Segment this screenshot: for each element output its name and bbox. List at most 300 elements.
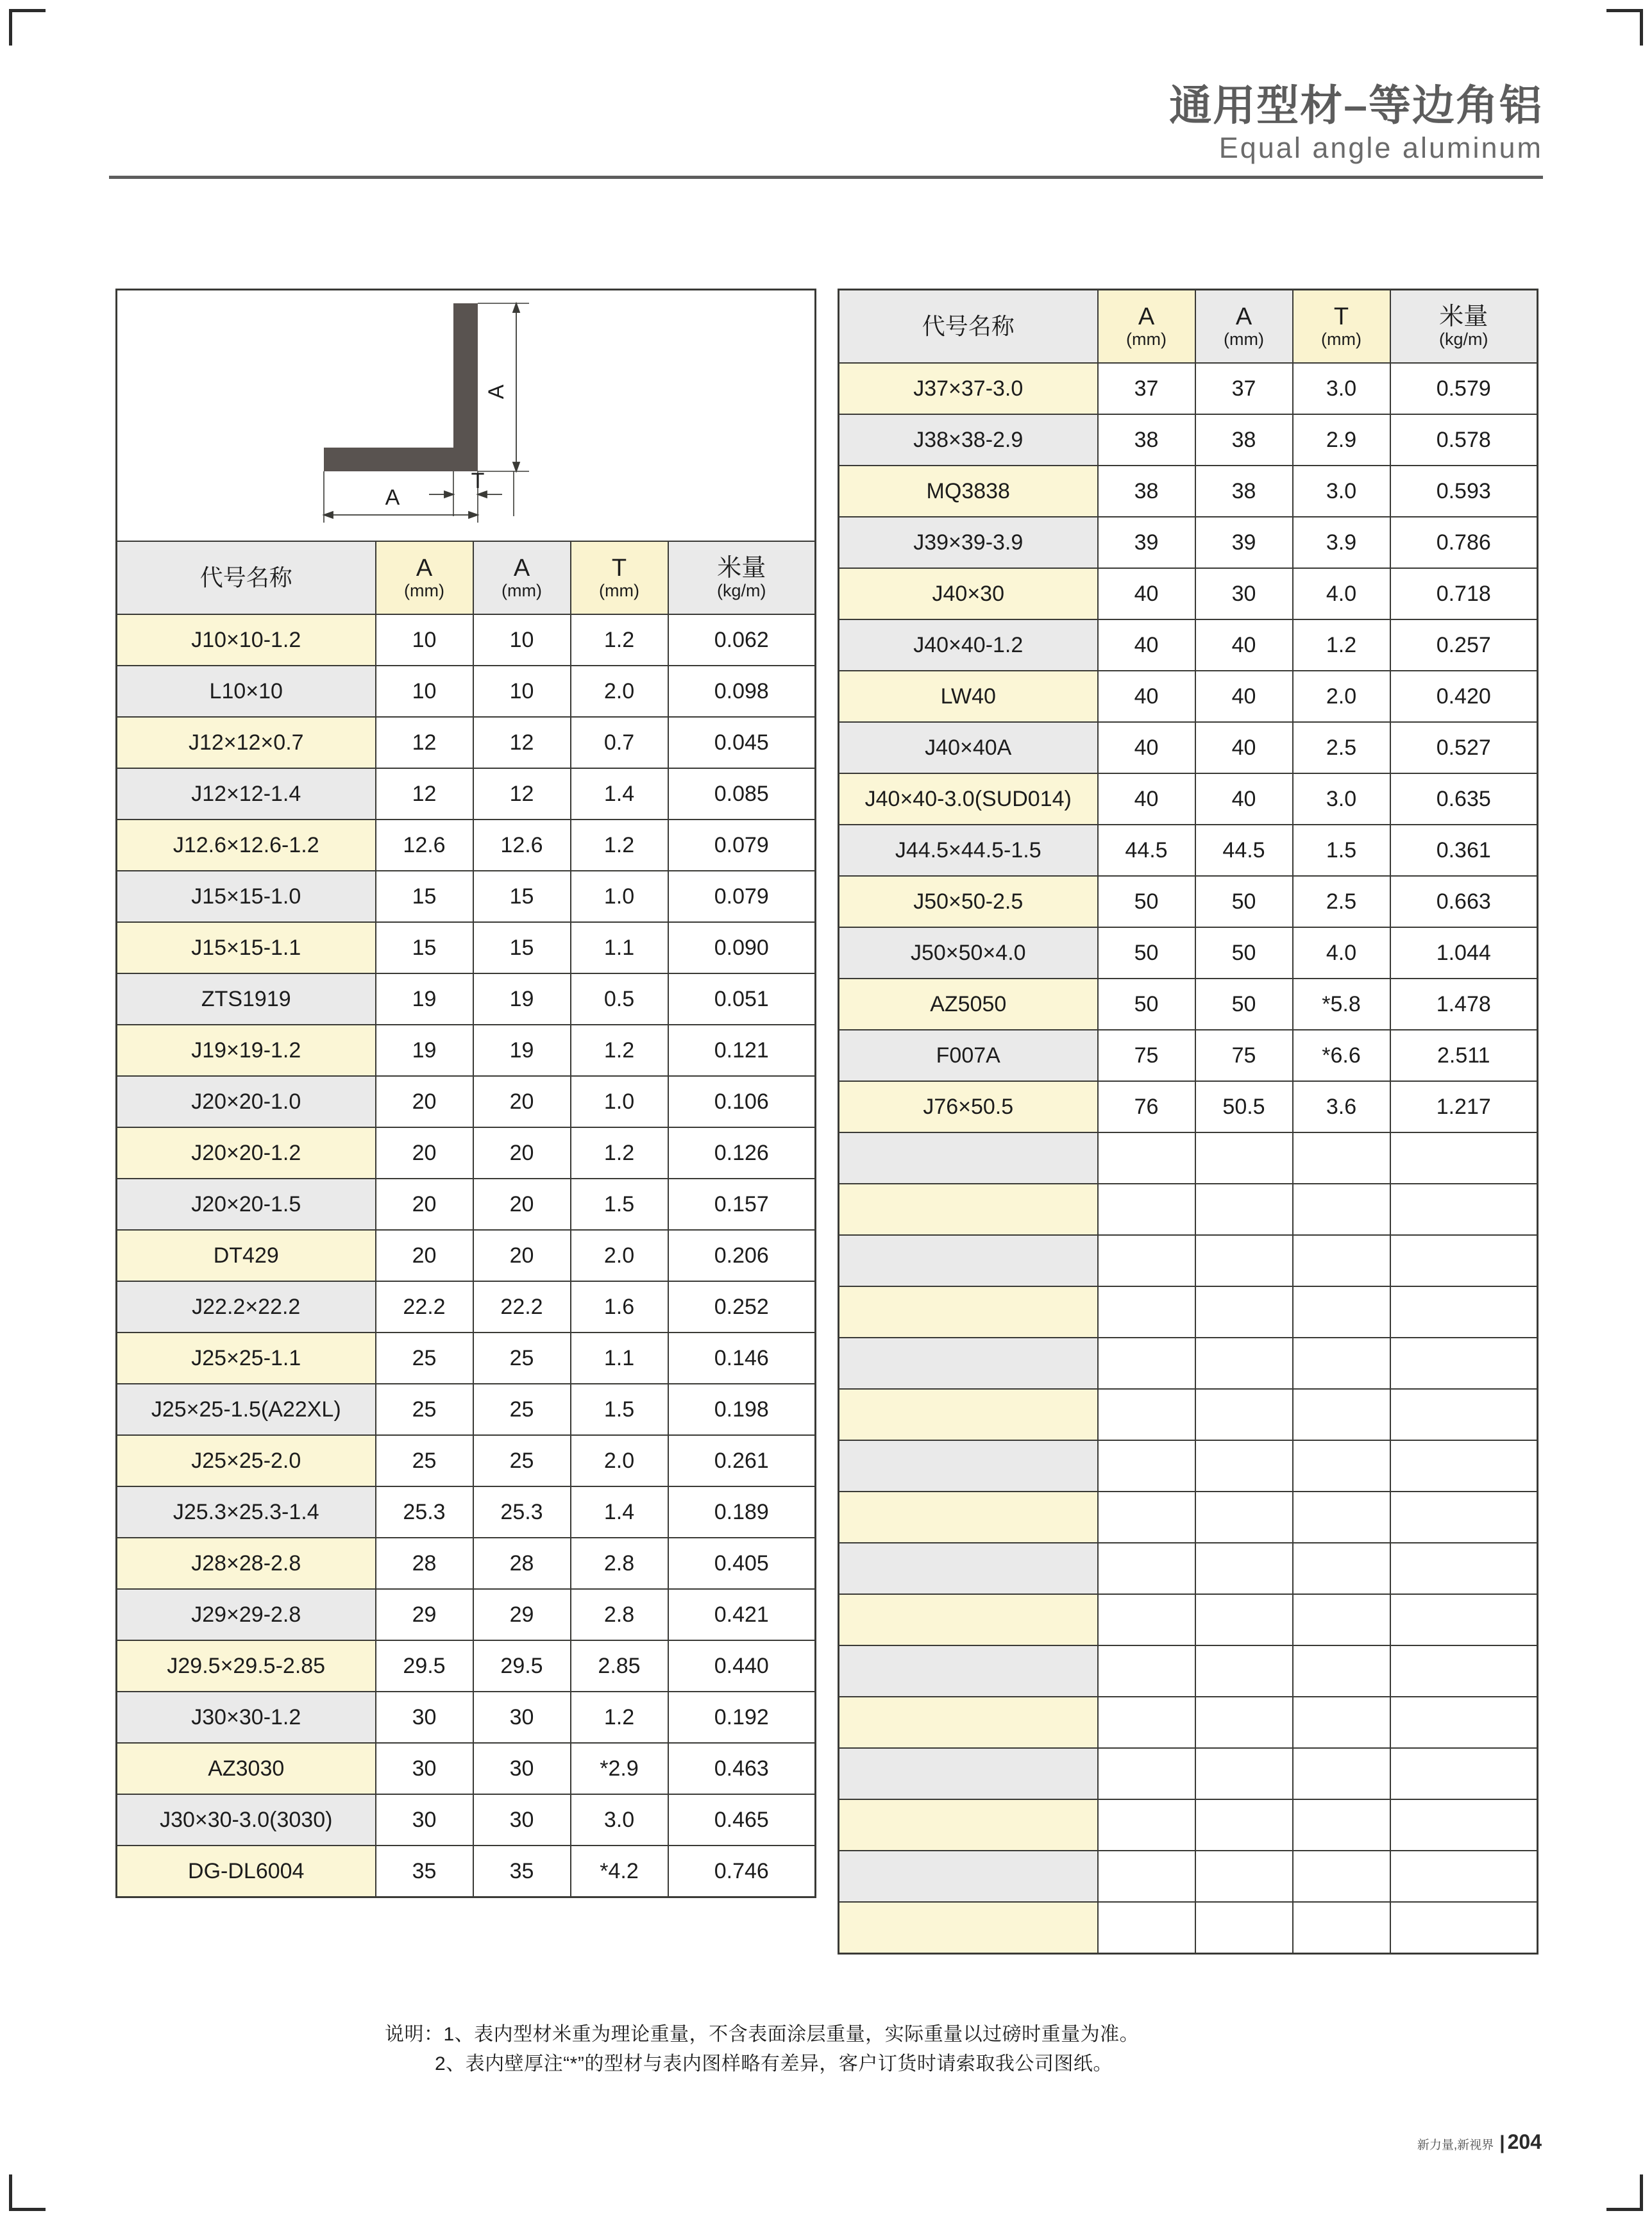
cell-name: DT429 — [117, 1230, 376, 1281]
cell-t: 2.5 — [1293, 876, 1390, 927]
cell-a2: 25 — [473, 1333, 571, 1384]
cell-name: F007A — [839, 1030, 1098, 1081]
cell-name: J12.6×12.6-1.2 — [117, 820, 376, 871]
cell-weight — [1390, 1389, 1538, 1440]
profile-diagram — [117, 290, 814, 541]
table-row — [117, 1589, 816, 1640]
cell-weight — [1390, 1645, 1538, 1697]
table-row — [839, 1748, 1538, 1799]
cell-name: J12×12×0.7 — [117, 717, 376, 768]
cell-a2 — [1195, 1902, 1293, 1954]
cell-weight: 0.405 — [668, 1538, 816, 1589]
table-row — [839, 825, 1538, 876]
cell-a1 — [1098, 1748, 1195, 1799]
dimension-t — [429, 491, 502, 498]
cell-a1 — [1098, 1851, 1195, 1902]
cell-name — [839, 1492, 1098, 1543]
cell-a2 — [1195, 1594, 1293, 1645]
table-row — [117, 1179, 816, 1230]
cell-a2 — [1195, 1338, 1293, 1389]
cell-t: 1.5 — [571, 1384, 668, 1435]
cell-a2: 50 — [1195, 876, 1293, 927]
cell-a1: 40 — [1098, 568, 1195, 619]
table-row — [839, 979, 1538, 1030]
table-row — [839, 619, 1538, 671]
table-row — [839, 1286, 1538, 1338]
cell-a2: 10 — [473, 666, 571, 717]
table-row — [839, 1081, 1538, 1132]
col-header-name: 代号名称 — [839, 290, 1098, 364]
cell-t: 4.0 — [1293, 568, 1390, 619]
crop-mark-bottom-left — [9, 2174, 46, 2211]
cell-a1 — [1098, 1902, 1195, 1954]
cell-weight: 0.126 — [668, 1127, 816, 1179]
cell-weight: 0.718 — [1390, 568, 1538, 619]
cell-weight: 0.257 — [1390, 619, 1538, 671]
cell-name: J19×19-1.2 — [117, 1025, 376, 1076]
right-panel — [838, 289, 1537, 1955]
cell-t — [1293, 1594, 1390, 1645]
cell-a2: 20 — [473, 1230, 571, 1281]
cell-t: 1.1 — [571, 1333, 668, 1384]
cell-a1: 20 — [376, 1230, 473, 1281]
cell-name: J20×20-1.2 — [117, 1127, 376, 1179]
col-header-t — [571, 541, 668, 614]
cell-weight: 0.079 — [668, 871, 816, 922]
table-row — [117, 1333, 816, 1384]
cell-weight: 0.635 — [1390, 773, 1538, 825]
cell-a1: 30 — [376, 1692, 473, 1743]
cell-name: J15×15-1.0 — [117, 871, 376, 922]
cell-t: 2.8 — [571, 1538, 668, 1589]
cell-name — [839, 1645, 1098, 1697]
cell-a2: 37 — [1195, 363, 1293, 414]
cell-a2: 50 — [1195, 979, 1293, 1030]
cell-a1: 20 — [376, 1127, 473, 1179]
cell-a2: 12 — [473, 768, 571, 820]
cell-name: J20×20-1.5 — [117, 1179, 376, 1230]
cell-name — [839, 1799, 1098, 1851]
cell-t — [1293, 1697, 1390, 1748]
cell-weight — [1390, 1543, 1538, 1594]
col-header-a1 — [376, 541, 473, 614]
page-header — [109, 83, 1543, 179]
cell-weight: 0.746 — [668, 1846, 816, 1897]
cell-name: J28×28-2.8 — [117, 1538, 376, 1589]
cell-a2 — [1195, 1132, 1293, 1184]
cell-a1: 25 — [376, 1435, 473, 1486]
dimension-a-horizontal — [324, 512, 478, 518]
cell-a1: 20 — [376, 1076, 473, 1127]
table-row — [839, 1799, 1538, 1851]
cell-name: AZ3030 — [117, 1743, 376, 1794]
table-row — [117, 922, 816, 973]
table-row — [117, 1538, 816, 1589]
cell-a2: 40 — [1195, 671, 1293, 722]
cell-weight: 0.192 — [668, 1692, 816, 1743]
cell-a2: 19 — [473, 973, 571, 1025]
dimension-a-vertical — [513, 303, 519, 471]
col-header-a2-symbol: A — [513, 554, 530, 582]
crop-mark-bottom-right — [1606, 2174, 1643, 2211]
cell-name: J10×10-1.2 — [117, 614, 376, 666]
table-row — [839, 1132, 1538, 1184]
cell-t — [1293, 1286, 1390, 1338]
cell-a1: 40 — [1098, 722, 1195, 773]
cell-a1: 40 — [1098, 671, 1195, 722]
cell-a1: 39 — [1098, 517, 1195, 568]
table-row — [839, 1440, 1538, 1492]
cell-weight: 0.051 — [668, 973, 816, 1025]
table-row — [839, 1184, 1538, 1235]
cell-name — [839, 1543, 1098, 1594]
page-number-separator: | — [1499, 2132, 1505, 2153]
cell-weight — [1390, 1902, 1538, 1954]
table-row — [839, 363, 1538, 414]
cell-a1: 38 — [1098, 466, 1195, 517]
cell-a2: 10 — [473, 614, 571, 666]
page-title-cn: 通用型材–等边角铝 — [1169, 81, 1543, 129]
cell-a2 — [1195, 1286, 1293, 1338]
cell-name: J22.2×22.2 — [117, 1281, 376, 1333]
cell-a1: 28 — [376, 1538, 473, 1589]
cell-weight: 0.252 — [668, 1281, 816, 1333]
cell-a1: 22.2 — [376, 1281, 473, 1333]
header-divider — [109, 176, 1543, 179]
col-header-weight-unit: (kg/m) — [717, 580, 766, 600]
cell-weight: 0.420 — [1390, 671, 1538, 722]
dimension-extension-lines — [324, 303, 529, 523]
cell-t — [1293, 1543, 1390, 1594]
col-header-t-unit: (mm) — [599, 580, 639, 600]
cell-weight — [1390, 1440, 1538, 1492]
cell-t: 1.2 — [571, 1692, 668, 1743]
cell-a2: 39 — [1195, 517, 1293, 568]
table-row — [839, 773, 1538, 825]
cell-weight: 0.146 — [668, 1333, 816, 1384]
cell-a1: 19 — [376, 1025, 473, 1076]
cell-weight — [1390, 1132, 1538, 1184]
left-table-body — [117, 614, 816, 1897]
table-row — [117, 973, 816, 1025]
cell-name — [839, 1697, 1098, 1748]
cell-a1: 12 — [376, 717, 473, 768]
cell-name: J12×12-1.4 — [117, 768, 376, 820]
cell-t — [1293, 1799, 1390, 1851]
cell-a2: 29.5 — [473, 1640, 571, 1692]
cell-t — [1293, 1902, 1390, 1954]
profile-vertical-leg — [453, 303, 478, 471]
cell-weight: 2.511 — [1390, 1030, 1538, 1081]
table-row — [839, 1697, 1538, 1748]
cell-a1: 15 — [376, 922, 473, 973]
cell-a1: 25.3 — [376, 1486, 473, 1538]
cell-name — [839, 1184, 1098, 1235]
table-row — [117, 1127, 816, 1179]
cell-t: 2.0 — [571, 666, 668, 717]
cell-weight: 0.527 — [1390, 722, 1538, 773]
cell-a2: 50 — [1195, 927, 1293, 979]
col-header-a1-symbol: A — [416, 554, 433, 582]
table-row — [117, 1692, 816, 1743]
cell-weight: 0.663 — [1390, 876, 1538, 927]
dimension-label-a-vertical: A — [484, 384, 509, 399]
cell-name: J20×20-1.0 — [117, 1076, 376, 1127]
cell-t: 1.2 — [571, 820, 668, 871]
table-row — [117, 1743, 816, 1794]
cell-name: J40×30 — [839, 568, 1098, 619]
cell-name: J29.5×29.5-2.85 — [117, 1640, 376, 1692]
cell-name: ZTS1919 — [117, 973, 376, 1025]
cell-a1 — [1098, 1697, 1195, 1748]
col-header-a2 — [1195, 290, 1293, 364]
cell-a2: 38 — [1195, 466, 1293, 517]
cell-a1: 40 — [1098, 773, 1195, 825]
cell-t: 1.6 — [571, 1281, 668, 1333]
cell-a2 — [1195, 1543, 1293, 1594]
cell-weight: 0.361 — [1390, 825, 1538, 876]
cell-name: J15×15-1.1 — [117, 922, 376, 973]
cell-name — [839, 1338, 1098, 1389]
cell-t: 3.0 — [571, 1794, 668, 1846]
col-header-t-symbol: T — [611, 554, 627, 582]
cell-a2: 30 — [1195, 568, 1293, 619]
cell-a1: 50 — [1098, 876, 1195, 927]
cell-name: J25×25-1.5(A22XL) — [117, 1384, 376, 1435]
cell-t — [1293, 1132, 1390, 1184]
cell-a2 — [1195, 1235, 1293, 1286]
cell-weight: 0.463 — [668, 1743, 816, 1794]
cell-a1: 20 — [376, 1179, 473, 1230]
cell-t: 1.5 — [571, 1179, 668, 1230]
cell-a1 — [1098, 1492, 1195, 1543]
cell-a2 — [1195, 1645, 1293, 1697]
cell-a2: 40 — [1195, 722, 1293, 773]
spec-tables-container — [115, 289, 1537, 1955]
cell-weight — [1390, 1748, 1538, 1799]
cell-t — [1293, 1338, 1390, 1389]
cell-a2 — [1195, 1697, 1293, 1748]
cell-a1 — [1098, 1338, 1195, 1389]
cell-weight: 0.106 — [668, 1076, 816, 1127]
equal-angle-profile-svg — [242, 290, 691, 541]
cell-a2: 35 — [473, 1846, 571, 1897]
table-row — [117, 1076, 816, 1127]
cell-name — [839, 1748, 1098, 1799]
cell-t: 0.7 — [571, 717, 668, 768]
table-row — [839, 414, 1538, 466]
cell-name: J40×40-1.2 — [839, 619, 1098, 671]
cell-a1: 50 — [1098, 979, 1195, 1030]
table-row — [839, 722, 1538, 773]
cell-t: *2.9 — [571, 1743, 668, 1794]
cell-a1: 35 — [376, 1846, 473, 1897]
cell-t: 1.2 — [571, 614, 668, 666]
cell-a1: 12.6 — [376, 820, 473, 871]
dimension-label-a-horizontal: A — [385, 485, 400, 510]
col-header-weight — [1390, 290, 1538, 364]
cell-t: 2.0 — [571, 1230, 668, 1281]
cell-t: 1.2 — [1293, 619, 1390, 671]
col-header-name: 代号名称 — [117, 541, 376, 614]
table-row — [839, 1902, 1538, 1954]
cell-t: 1.2 — [571, 1127, 668, 1179]
table-row — [839, 1594, 1538, 1645]
cell-weight: 0.579 — [1390, 363, 1538, 414]
cell-a1 — [1098, 1132, 1195, 1184]
col-header-t-unit: (mm) — [1321, 329, 1361, 349]
cell-weight: 0.045 — [668, 717, 816, 768]
col-header-t-symbol: T — [1333, 303, 1349, 330]
cell-name: J25×25-2.0 — [117, 1435, 376, 1486]
cell-a2: 25 — [473, 1384, 571, 1435]
cell-weight — [1390, 1338, 1538, 1389]
cell-a1: 50 — [1098, 927, 1195, 979]
col-header-a2-unit: (mm) — [1224, 329, 1264, 349]
cell-a2: 40 — [1195, 619, 1293, 671]
cell-t — [1293, 1440, 1390, 1492]
col-header-a2-symbol: A — [1235, 303, 1252, 330]
cell-a2: 30 — [473, 1794, 571, 1846]
cell-weight — [1390, 1799, 1538, 1851]
crop-mark-top-left — [9, 9, 46, 46]
table-row — [839, 927, 1538, 979]
cell-weight: 1.044 — [1390, 927, 1538, 979]
table-row — [117, 871, 816, 922]
right-table-header-row — [839, 290, 1538, 364]
cell-t: 1.0 — [571, 1076, 668, 1127]
cell-name: J38×38-2.9 — [839, 414, 1098, 466]
cell-a2: 30 — [473, 1692, 571, 1743]
cell-t: *5.8 — [1293, 979, 1390, 1030]
cell-t — [1293, 1492, 1390, 1543]
cell-t: 2.85 — [571, 1640, 668, 1692]
cell-t: 3.0 — [1293, 773, 1390, 825]
cell-name — [839, 1851, 1098, 1902]
right-spec-table — [838, 289, 1538, 1955]
cell-weight: 0.261 — [668, 1435, 816, 1486]
table-row — [117, 1846, 816, 1897]
cell-weight: 0.098 — [668, 666, 816, 717]
table-row — [839, 1235, 1538, 1286]
cell-a2 — [1195, 1799, 1293, 1851]
company-slogan: 新力量,新视界 — [1417, 2139, 1494, 2152]
cell-name — [839, 1132, 1098, 1184]
cell-weight — [1390, 1184, 1538, 1235]
cell-weight — [1390, 1235, 1538, 1286]
cell-name — [839, 1440, 1098, 1492]
table-row — [117, 768, 816, 820]
cell-name: J40×40-3.0(SUD014) — [839, 773, 1098, 825]
cell-t: 1.2 — [571, 1025, 668, 1076]
cell-a2: 20 — [473, 1076, 571, 1127]
cell-weight — [1390, 1492, 1538, 1543]
figure-row — [117, 290, 816, 542]
cell-t: 3.6 — [1293, 1081, 1390, 1132]
footnotes — [385, 2020, 1539, 2078]
col-header-a1-unit: (mm) — [1126, 329, 1167, 349]
cell-a1 — [1098, 1184, 1195, 1235]
cell-name: MQ3838 — [839, 466, 1098, 517]
cell-a2: 20 — [473, 1179, 571, 1230]
page-number: 204 — [1507, 2130, 1542, 2153]
table-row — [117, 820, 816, 871]
cell-a1: 76 — [1098, 1081, 1195, 1132]
cell-t — [1293, 1235, 1390, 1286]
cell-a2: 75 — [1195, 1030, 1293, 1081]
cell-t — [1293, 1851, 1390, 1902]
profile-diagram-cell — [117, 290, 816, 542]
footnote-line-2: 2、表内壁厚注“*”的型材与表内图样略有差异，客户订货时请索取我公司图纸。 — [435, 2053, 1113, 2074]
page-footer — [1417, 2130, 1542, 2154]
cell-a2 — [1195, 1851, 1293, 1902]
cell-t: 2.5 — [1293, 722, 1390, 773]
table-row — [839, 671, 1538, 722]
cell-weight: 0.421 — [668, 1589, 816, 1640]
cell-t — [1293, 1748, 1390, 1799]
footnote-line-1: 说明：1、表内型材米重为理论重量，不含表面涂层重量，实际重量以过磅时重量为准。 — [385, 2024, 1140, 2045]
cell-a2: 40 — [1195, 773, 1293, 825]
cell-a1 — [1098, 1235, 1195, 1286]
table-row — [839, 1338, 1538, 1389]
cell-t — [1293, 1184, 1390, 1235]
table-row — [117, 1486, 816, 1538]
cell-weight: 0.198 — [668, 1384, 816, 1435]
cell-t: 1.4 — [571, 768, 668, 820]
cell-t: *4.2 — [571, 1846, 668, 1897]
cell-weight: 0.440 — [668, 1640, 816, 1692]
cell-t: 2.0 — [571, 1435, 668, 1486]
cell-name — [839, 1902, 1098, 1954]
cell-a2: 28 — [473, 1538, 571, 1589]
table-row — [117, 1025, 816, 1076]
cell-weight: 1.217 — [1390, 1081, 1538, 1132]
cell-weight: 0.121 — [668, 1025, 816, 1076]
cell-a1: 75 — [1098, 1030, 1195, 1081]
col-header-a1 — [1098, 290, 1195, 364]
cell-weight — [1390, 1697, 1538, 1748]
cell-a2: 12 — [473, 717, 571, 768]
cell-a1: 10 — [376, 666, 473, 717]
cell-name: J30×30-1.2 — [117, 1692, 376, 1743]
col-header-weight-unit: (kg/m) — [1439, 329, 1488, 349]
table-row — [839, 876, 1538, 927]
table-row — [839, 1851, 1538, 1902]
cell-t: 3.0 — [1293, 363, 1390, 414]
cell-t: 1.5 — [1293, 825, 1390, 876]
crop-mark-top-right — [1606, 9, 1643, 46]
cell-a1: 30 — [376, 1743, 473, 1794]
cell-t — [1293, 1389, 1390, 1440]
cell-t — [1293, 1645, 1390, 1697]
cell-t: *6.6 — [1293, 1030, 1390, 1081]
cell-name: AZ5050 — [839, 979, 1098, 1030]
cell-a1 — [1098, 1389, 1195, 1440]
cell-weight — [1390, 1851, 1538, 1902]
cell-a2: 19 — [473, 1025, 571, 1076]
cell-a1 — [1098, 1543, 1195, 1594]
cell-name: L10×10 — [117, 666, 376, 717]
table-row — [839, 466, 1538, 517]
cell-name: J76×50.5 — [839, 1081, 1098, 1132]
cell-a2: 30 — [473, 1743, 571, 1794]
cell-a2: 38 — [1195, 414, 1293, 466]
cell-t: 1.1 — [571, 922, 668, 973]
cell-weight — [1390, 1286, 1538, 1338]
cell-weight: 0.465 — [668, 1794, 816, 1846]
cell-a2: 15 — [473, 871, 571, 922]
table-row — [117, 1794, 816, 1846]
